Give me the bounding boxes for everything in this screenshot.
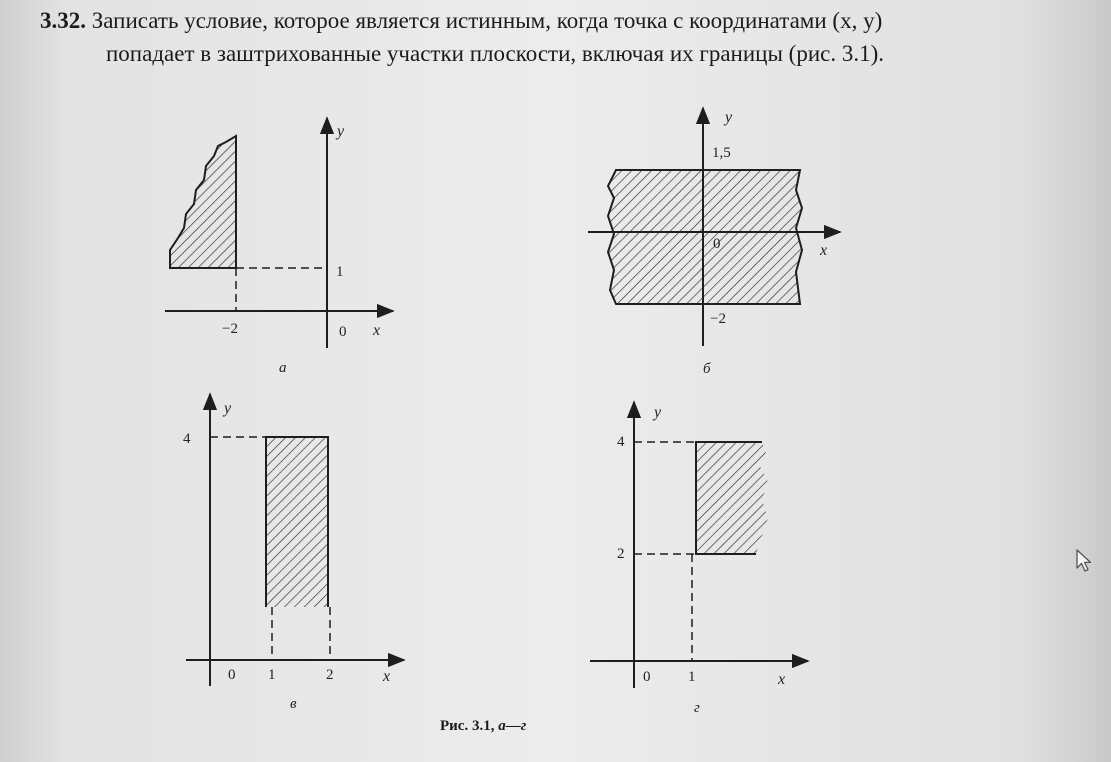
figure-a-sublabel: а [279, 360, 287, 376]
problem-text-line2: попадает в заштрихованные участки плоскости, включая их границы (рис. 3.1). [106, 41, 884, 66]
figure-b-x-label: x [820, 242, 828, 259]
figure-g-shaded-region [696, 442, 768, 554]
figure-caption-range: а—г [498, 718, 527, 734]
figure-v-tick-x2: 2 [326, 667, 334, 683]
figure-v-tick-x1: 1 [268, 667, 276, 683]
figure-b-origin: 0 [713, 236, 721, 252]
figure-g [590, 402, 808, 716]
figure-g-origin: 0 [643, 669, 651, 685]
figure-b-y-label: y [725, 109, 733, 126]
figure-v-x-label: x [383, 668, 391, 685]
figure-g-tick-y-top: 4 [617, 434, 625, 450]
figure-caption [440, 718, 526, 735]
problem-number: 3.32. [40, 8, 86, 33]
figure-a-tick-x: −2 [222, 321, 238, 337]
mouse-pointer-icon [1075, 548, 1093, 574]
figure-a-x-label: x [373, 322, 381, 339]
figure-g-y-label: y [654, 404, 662, 421]
figure-g-sublabel: г [694, 700, 700, 716]
figure-v-tick-y: 4 [183, 431, 191, 447]
figure-v [183, 394, 404, 712]
figure-g-x-label: x [778, 671, 786, 688]
figure-a-tick-y: 1 [336, 264, 344, 280]
figure-a-origin: 0 [339, 324, 347, 340]
problem-text-line1: Записать условие, которое является истинным, когда точка с координатами (x, y) [91, 8, 883, 33]
figure-v-shaded-region [266, 437, 328, 607]
figure-v-sublabel: в [290, 696, 297, 712]
figure-b-sublabel: б [703, 361, 711, 377]
figure-b-tick-top: 1,5 [712, 145, 731, 161]
figure-b-tick-bottom: −2 [710, 311, 726, 327]
figure-a [165, 118, 393, 376]
figure-g-tick-x: 1 [688, 669, 696, 685]
figure-b-shaded-region [608, 170, 802, 304]
figure-v-origin: 0 [228, 667, 236, 683]
figure-g-tick-y-mid: 2 [617, 546, 625, 562]
figure-b [588, 108, 840, 377]
figure-a-y-label: y [337, 123, 345, 140]
figure-a-shaded-region [170, 136, 236, 268]
figure-caption-prefix: Рис. 3.1, [440, 718, 495, 734]
figure-v-y-label: y [224, 400, 232, 417]
